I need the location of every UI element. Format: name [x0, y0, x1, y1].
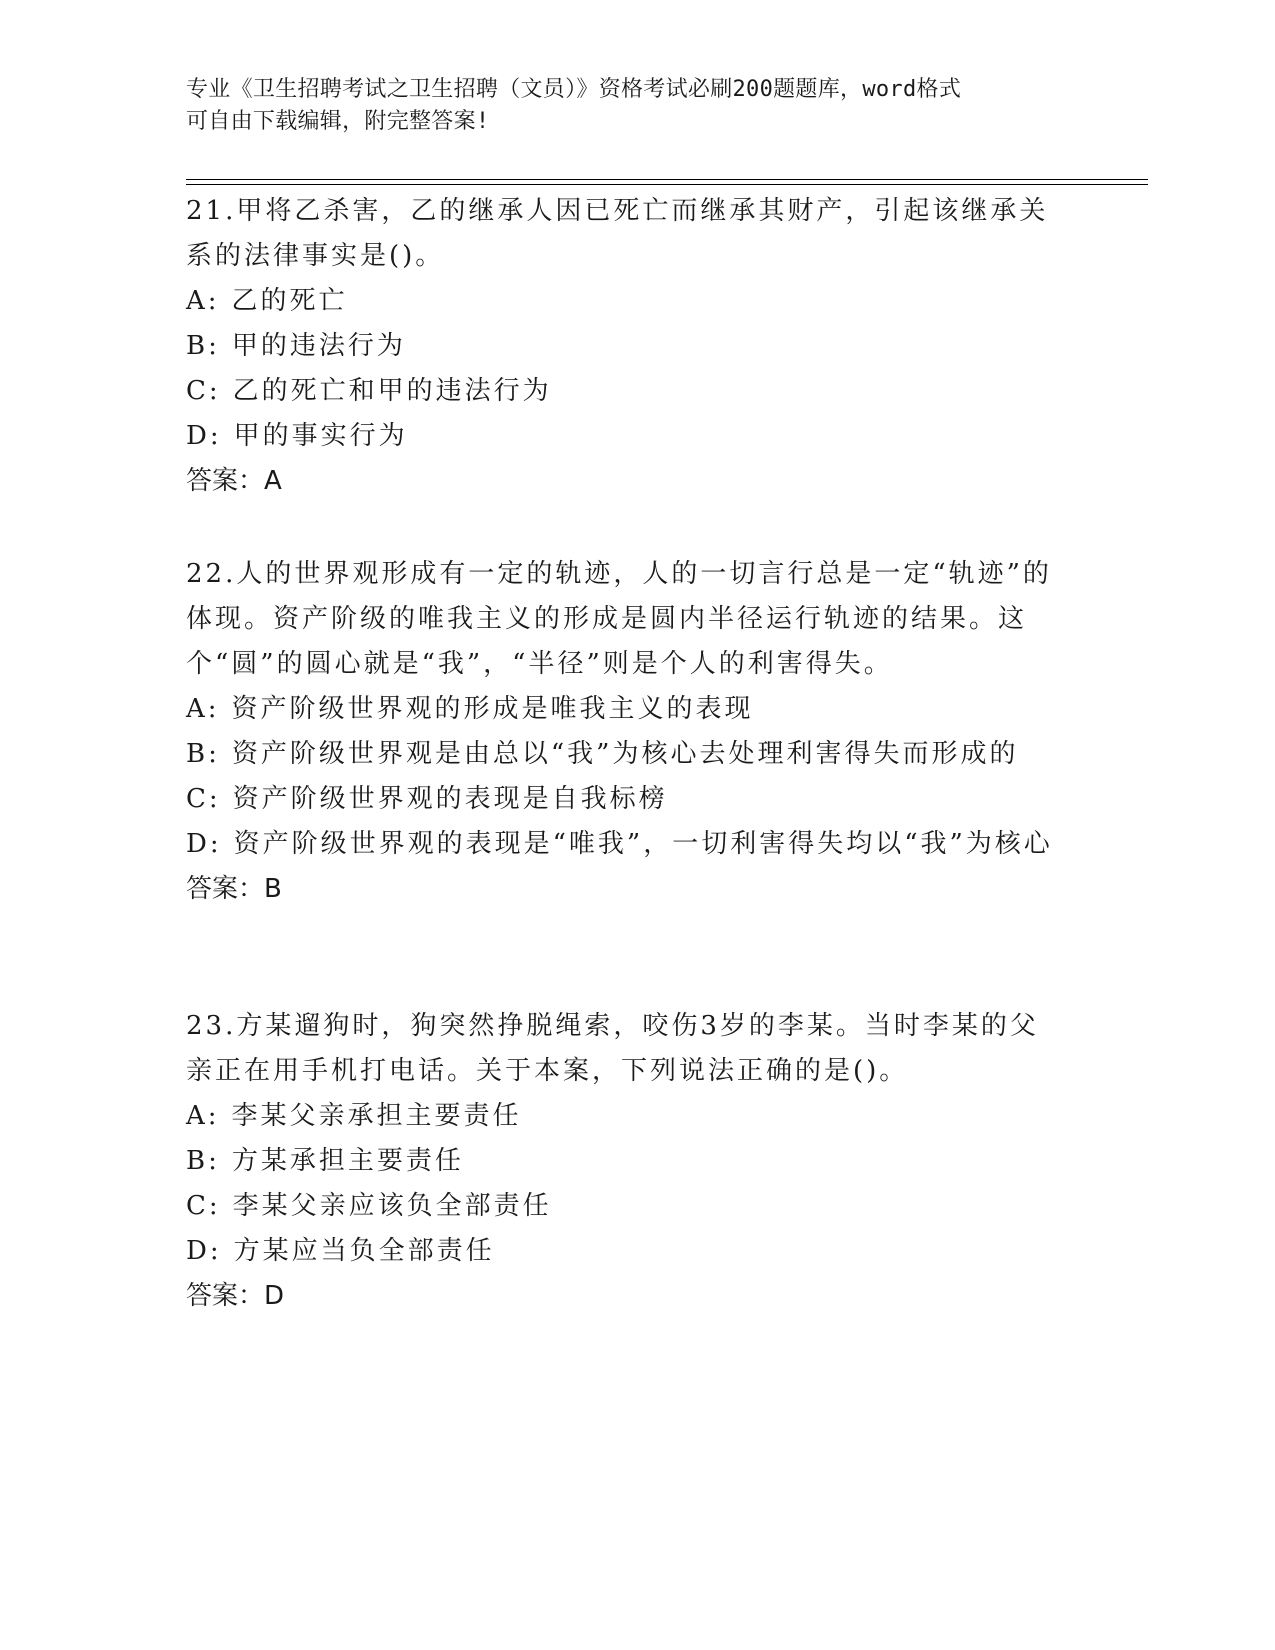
option-key: C:	[186, 376, 221, 406]
option-text: 资产阶级世界观的形成是唯我主义的表现	[231, 694, 754, 724]
option-text: 李某父亲承担主要责任	[231, 1101, 522, 1131]
option-key: C:	[186, 1191, 221, 1221]
option-d	[186, 1229, 1066, 1274]
document-header	[186, 74, 1066, 138]
question-21	[186, 189, 1066, 504]
option-text: 甲的事实行为	[233, 421, 408, 451]
option-text: 方某承担主要责任	[231, 1146, 464, 1176]
header-divider-top	[186, 179, 1148, 180]
option-key: B:	[186, 331, 220, 361]
option-text: 资产阶级世界观的表现是自我标榜	[232, 784, 668, 814]
option-b	[186, 732, 1066, 777]
option-key: C:	[186, 784, 221, 814]
option-a	[186, 1094, 1066, 1139]
answer-line: 答案：B	[186, 874, 282, 904]
question-23	[186, 1004, 1066, 1319]
option-key: B:	[186, 739, 220, 769]
option-text: 李某父亲应该负全部责任	[232, 1191, 552, 1221]
option-key: D:	[186, 421, 222, 451]
option-text: 方某应当负全部责任	[233, 1236, 495, 1266]
question-stem: 23.方某遛狗时，狗突然挣脱绳索，咬伤3岁的李某。当时李某的父亲正在用手机打电话。关于本案，下列说法正确的是()。	[186, 1011, 1039, 1086]
option-key: B:	[186, 1146, 220, 1176]
option-key: A:	[186, 1101, 220, 1131]
option-text: 甲的违法行为	[231, 331, 406, 361]
option-key: A:	[186, 694, 220, 724]
option-text: 资产阶级世界观的表现是“唯我”，一切利害得失均以“我”为核心	[233, 829, 1053, 859]
question-stem: 22.人的世界观形成有一定的轨迹，人的一切言行总是一定“轨迹”的体现。资产阶级的唯我主义的形成是圆内半径运行轨迹的结果。这个“圆”的圆心就是“我”，“半径”则是个人的利害得失。	[186, 559, 1052, 679]
question-stem: 21.甲将乙杀害，乙的继承人因已死亡而继承其财产，引起该继承关系的法律事实是()。	[186, 196, 1049, 271]
option-b	[186, 324, 1066, 369]
option-a	[186, 279, 1066, 324]
header-line-2: 可自由下载编辑，附完整答案!	[186, 109, 490, 134]
option-d	[186, 414, 1066, 459]
option-key: D:	[186, 829, 222, 859]
option-text: 乙的死亡和甲的违法行为	[232, 376, 552, 406]
question-22	[186, 552, 1066, 912]
answer-line: 答案：A	[186, 466, 282, 496]
option-key: D:	[186, 1236, 222, 1266]
option-c	[186, 1184, 1066, 1229]
option-key: A:	[186, 286, 220, 316]
option-a	[186, 687, 1066, 732]
header-divider-bottom	[186, 184, 1148, 185]
option-c	[186, 369, 1066, 414]
option-c	[186, 777, 1066, 822]
option-text: 乙的死亡	[231, 286, 348, 316]
option-d	[186, 822, 1066, 867]
answer-line: 答案：D	[186, 1281, 285, 1311]
option-b	[186, 1139, 1066, 1184]
header-line-1: 专业《卫生招聘考试之卫生招聘（文员）》资格考试必刷200题题库，word格式	[186, 77, 962, 102]
option-text: 资产阶级世界观是由总以“我”为核心去处理利害得失而形成的	[231, 739, 1019, 769]
